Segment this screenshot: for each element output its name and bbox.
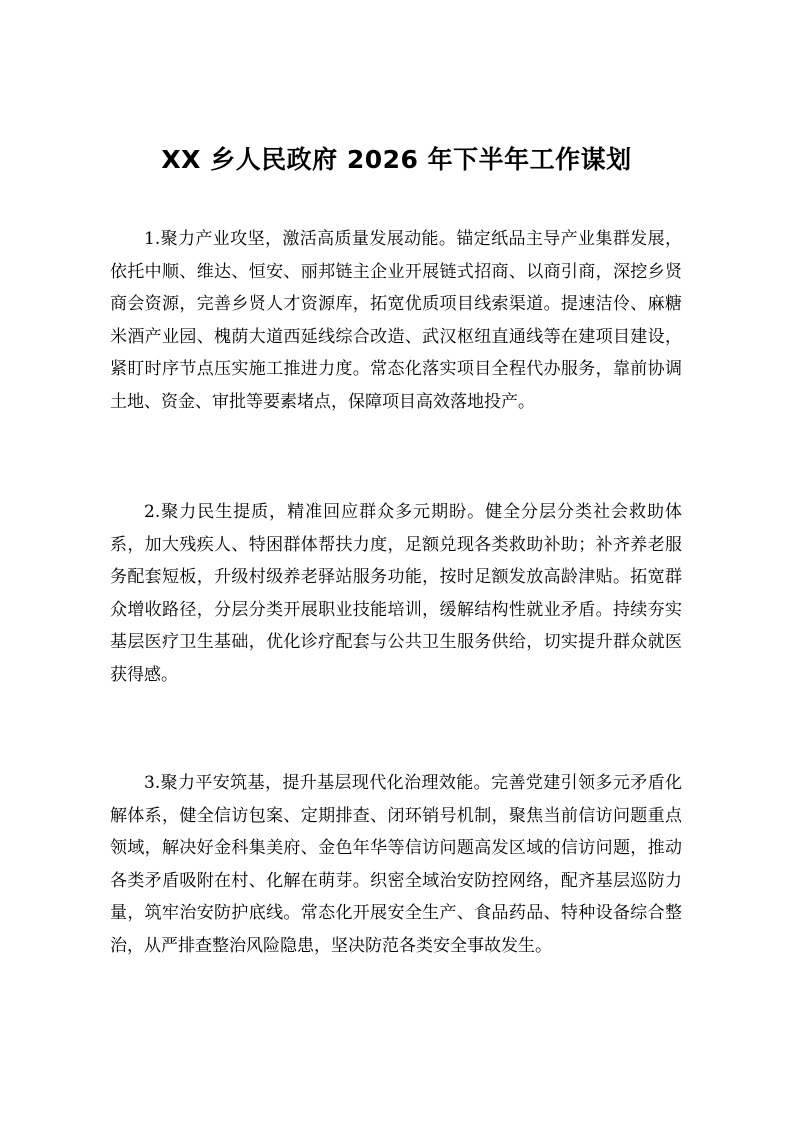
paragraph-industry: 1.聚力产业攻坚，激活高质量发展动能。锚定纸品主导产业集群发展，依托中顺、维达、恒安、丽邦链主企业开展链式招商、以商引商，深挖乡贤商会资源，完善乡贤人才资源库，拓宽优质项目线索渠道。提速洁伶、麻糖米酒产业园、槐荫大道西延线综合改造、武汉枢纽直通线等在建项目建设，紧盯时序节点压实施工推进力度。常态化落实项目全程代办服务，靠前协调土地、资金、审批等要素堵点，保障项目高效落地投产。 bbox=[110, 229, 682, 412]
document-title: XX 乡人民政府 2026 年下半年工作谋划 bbox=[161, 145, 632, 174]
paragraph-safety: 3.聚力平安筑基，提升基层现代化治理效能。完善党建引领多元矛盾化解体系，健全信访包案、定期排查、闭环销号机制，聚焦当前信访问题重点领域，解决好金科集美府、金色年华等信访问题高发区域的信访问题，推动各类矛盾吸附在村、化解在萌芽。织密全域治安防控网络，配齐基层巡防力量，筑牢治安防护底线。常态化开展安全生产、食品药品、特种设备综合整治，从严排查整治风险隐患，坚决防范各类安全事故发生。 bbox=[110, 773, 682, 956]
paragraph-livelihood: 2.聚力民生提质，精准回应群众多元期盼。健全分层分类社会救助体系，加大残疾人、特困群体帮扶力度，足额兑现各类救助补助；补齐养老服务配套短板，升级村级养老驿站服务功能，按时足额发放高龄津贴。拓宽群众增收路径，分层分类开展职业技能培训，缓解结构性就业矛盾。持续夯实基层医疗卫生基础，优化诊疗配套与公共卫生服务供给，切实提升群众就医获得感。 bbox=[110, 502, 682, 685]
